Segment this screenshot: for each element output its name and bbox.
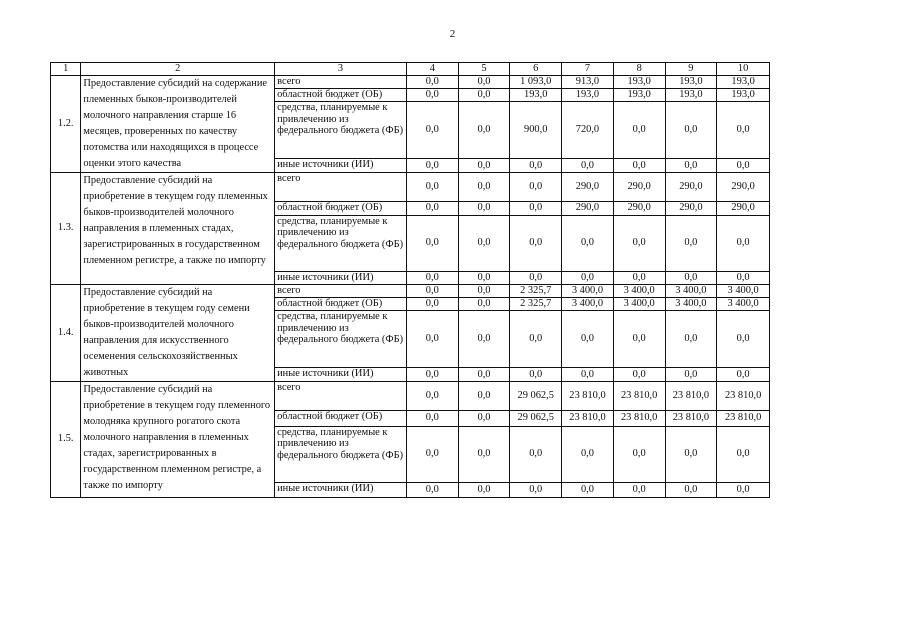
source-label: всего: [275, 381, 407, 410]
source-label: иные источники (ИИ): [275, 368, 407, 381]
value-cell: 0,0: [406, 172, 458, 201]
value-cell: 0,0: [562, 311, 614, 368]
value-cell: 0,0: [458, 482, 510, 497]
value-cell: 0,0: [510, 482, 562, 497]
value-cell: 0,0: [613, 215, 665, 271]
value-cell: 0,0: [613, 368, 665, 381]
value-cell: 0,0: [510, 159, 562, 172]
value-cell: 290,0: [665, 172, 717, 201]
source-label: средства, планируемые к привлечению из федерального бюджета (ФБ): [275, 426, 407, 482]
value-cell: 0,0: [458, 215, 510, 271]
source-label: всего: [275, 284, 407, 297]
value-cell: 0,0: [406, 215, 458, 271]
source-label: всего: [275, 172, 407, 201]
value-cell: 23 810,0: [665, 410, 717, 426]
value-cell: 0,0: [510, 368, 562, 381]
value-cell: 0,0: [665, 426, 717, 482]
value-cell: 0,0: [613, 482, 665, 497]
measure-description: Предоставление субсидий на приобретение в текущем году племенных быков-производителей молочного направления в племенных стадах, зарегистрированных в государственном племенном регистре, а также по импорту: [81, 172, 275, 284]
value-cell: 0,0: [458, 368, 510, 381]
value-cell: 290,0: [562, 201, 614, 215]
value-cell: 23 810,0: [613, 410, 665, 426]
value-cell: 193,0: [613, 88, 665, 101]
value-cell: 0,0: [717, 159, 770, 172]
value-cell: 193,0: [562, 88, 614, 101]
value-cell: 0,0: [510, 426, 562, 482]
column-number: 10: [717, 63, 770, 76]
value-cell: 0,0: [406, 426, 458, 482]
value-cell: 290,0: [717, 172, 770, 201]
value-cell: 290,0: [562, 172, 614, 201]
value-cell: 3 400,0: [717, 297, 770, 310]
value-cell: 0,0: [717, 311, 770, 368]
value-cell: 0,0: [406, 271, 458, 284]
value-cell: 0,0: [458, 201, 510, 215]
value-cell: 23 810,0: [613, 381, 665, 410]
value-cell: 0,0: [458, 297, 510, 310]
value-cell: 23 810,0: [717, 410, 770, 426]
value-cell: 2 325,7: [510, 284, 562, 297]
value-cell: 720,0: [562, 102, 614, 159]
value-cell: 29 062,5: [510, 381, 562, 410]
value-cell: 193,0: [717, 88, 770, 101]
value-cell: 0,0: [458, 75, 510, 88]
value-cell: 0,0: [458, 284, 510, 297]
measure-index: 1.5.: [51, 381, 81, 497]
value-cell: 0,0: [458, 381, 510, 410]
value-cell: 0,0: [717, 368, 770, 381]
value-cell: 0,0: [717, 426, 770, 482]
value-cell: 0,0: [510, 311, 562, 368]
value-cell: 23 810,0: [562, 410, 614, 426]
value-cell: 0,0: [562, 271, 614, 284]
source-label: средства, планируемые к привлечению из федерального бюджета (ФБ): [275, 215, 407, 271]
value-cell: 0,0: [613, 311, 665, 368]
source-label: средства, планируемые к привлечению из федерального бюджета (ФБ): [275, 311, 407, 368]
measure-group-1-3: [51, 172, 770, 284]
value-cell: 290,0: [613, 172, 665, 201]
value-cell: 913,0: [562, 75, 614, 88]
measure-description: Предоставление субсидий на содержание племенных быков-производителей молочного направления старше 16 месяцев, проверенных по качеству потомства или находящихся в процессе оценки этого качества: [81, 75, 275, 172]
source-label: областной бюджет (ОБ): [275, 201, 407, 215]
value-cell: 0,0: [406, 201, 458, 215]
column-number: 7: [562, 63, 614, 76]
value-cell: 0,0: [458, 172, 510, 201]
value-cell: 290,0: [665, 201, 717, 215]
table-row: [51, 381, 770, 410]
value-cell: 0,0: [562, 482, 614, 497]
value-cell: 0,0: [665, 482, 717, 497]
value-cell: 0,0: [510, 201, 562, 215]
value-cell: 3 400,0: [613, 297, 665, 310]
measure-description: Предоставление субсидий на приобретение в текущем году племенного молодняка крупного рогатого скота молочного направления в племенных стадах, зарегистрированных в государственном племенном регистре, а также по импорту: [81, 381, 275, 497]
value-cell: 3 400,0: [562, 284, 614, 297]
value-cell: 290,0: [613, 201, 665, 215]
table-row: [51, 75, 770, 88]
value-cell: 2 325,7: [510, 297, 562, 310]
value-cell: 0,0: [613, 159, 665, 172]
value-cell: 0,0: [458, 102, 510, 159]
value-cell: 193,0: [510, 88, 562, 101]
source-label: областной бюджет (ОБ): [275, 297, 407, 310]
value-cell: 23 810,0: [717, 381, 770, 410]
value-cell: 0,0: [613, 426, 665, 482]
value-cell: 900,0: [510, 102, 562, 159]
measure-group-1-2: [51, 75, 770, 172]
measure-index: 1.4.: [51, 284, 81, 381]
measure-index: 1.2.: [51, 75, 81, 172]
table-row: [51, 172, 770, 201]
value-cell: 193,0: [665, 75, 717, 88]
source-label: иные источники (ИИ): [275, 271, 407, 284]
column-number: 6: [510, 63, 562, 76]
value-cell: 290,0: [717, 201, 770, 215]
value-cell: 0,0: [717, 271, 770, 284]
column-number: 2: [81, 63, 275, 76]
value-cell: 0,0: [665, 159, 717, 172]
value-cell: 0,0: [562, 215, 614, 271]
page-number: 2: [449, 28, 456, 40]
value-cell: 0,0: [406, 75, 458, 88]
source-label: всего: [275, 75, 407, 88]
value-cell: 0,0: [406, 284, 458, 297]
value-cell: 193,0: [613, 75, 665, 88]
value-cell: 0,0: [458, 88, 510, 101]
value-cell: 0,0: [458, 426, 510, 482]
value-cell: 0,0: [406, 297, 458, 310]
value-cell: 0,0: [406, 410, 458, 426]
value-cell: 0,0: [406, 159, 458, 172]
value-cell: 0,0: [613, 102, 665, 159]
column-number: 9: [665, 63, 717, 76]
value-cell: 0,0: [406, 311, 458, 368]
measure-description: Предоставление субсидий на приобретение в текущем году семени быков-производителей молочного направления для искусственного осеменения сельскохозяйственных животных: [81, 284, 275, 381]
value-cell: 0,0: [510, 215, 562, 271]
value-cell: 0,0: [562, 368, 614, 381]
value-cell: 0,0: [562, 426, 614, 482]
value-cell: 0,0: [665, 271, 717, 284]
value-cell: 0,0: [406, 368, 458, 381]
value-cell: 0,0: [665, 368, 717, 381]
source-label: средства, планируемые к привлечению из федерального бюджета (ФБ): [275, 102, 407, 159]
value-cell: 0,0: [665, 102, 717, 159]
source-label: областной бюджет (ОБ): [275, 410, 407, 426]
column-number: 4: [406, 63, 458, 76]
value-cell: 0,0: [717, 482, 770, 497]
value-cell: 0,0: [458, 410, 510, 426]
column-number: 1: [51, 63, 81, 76]
value-cell: 0,0: [510, 271, 562, 284]
value-cell: 0,0: [406, 88, 458, 101]
value-cell: 193,0: [665, 88, 717, 101]
value-cell: 1 093,0: [510, 75, 562, 88]
column-number: 5: [458, 63, 510, 76]
value-cell: 0,0: [406, 381, 458, 410]
value-cell: 193,0: [717, 75, 770, 88]
value-cell: 0,0: [665, 215, 717, 271]
value-cell: 0,0: [510, 172, 562, 201]
value-cell: 29 062,5: [510, 410, 562, 426]
budget-table: [50, 62, 770, 498]
column-number: 8: [613, 63, 665, 76]
value-cell: 23 810,0: [665, 381, 717, 410]
measure-group-1-4: [51, 284, 770, 381]
value-cell: 0,0: [717, 102, 770, 159]
value-cell: 0,0: [458, 311, 510, 368]
value-cell: 0,0: [562, 159, 614, 172]
value-cell: 23 810,0: [562, 381, 614, 410]
table-row: [51, 284, 770, 297]
value-cell: 3 400,0: [665, 297, 717, 310]
source-label: иные источники (ИИ): [275, 482, 407, 497]
column-number: 3: [275, 63, 407, 76]
value-cell: 0,0: [665, 311, 717, 368]
column-number-row: [51, 63, 770, 76]
measure-index: 1.3.: [51, 172, 81, 284]
value-cell: 0,0: [717, 215, 770, 271]
value-cell: 0,0: [406, 102, 458, 159]
source-label: областной бюджет (ОБ): [275, 88, 407, 101]
value-cell: 3 400,0: [613, 284, 665, 297]
value-cell: 0,0: [613, 271, 665, 284]
value-cell: 0,0: [406, 482, 458, 497]
value-cell: 3 400,0: [562, 297, 614, 310]
value-cell: 0,0: [458, 271, 510, 284]
value-cell: 0,0: [458, 159, 510, 172]
value-cell: 3 400,0: [665, 284, 717, 297]
source-label: иные источники (ИИ): [275, 159, 407, 172]
value-cell: 3 400,0: [717, 284, 770, 297]
measure-group-1-5: [51, 381, 770, 497]
